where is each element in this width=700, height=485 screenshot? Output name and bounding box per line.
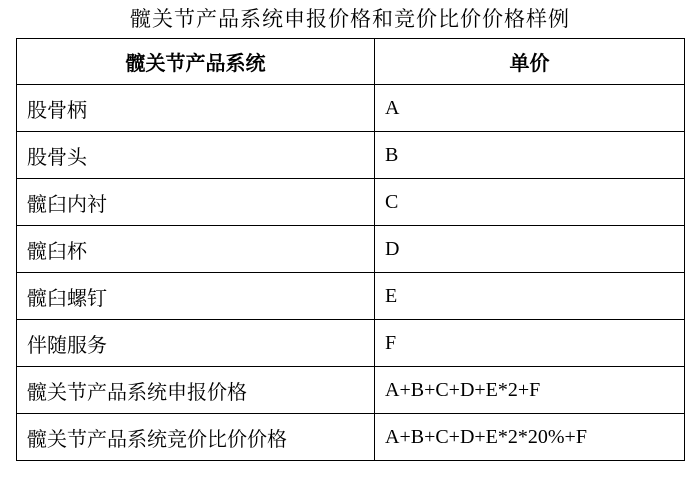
table-row: [17, 273, 685, 320]
row-price-bidding-comparison-price: A+B+C+D+E*2*20%+F: [375, 414, 685, 461]
header-unit-price: 单价: [375, 39, 685, 85]
table-caption: 髋关节产品系统申报价格和竞价比价价格样例: [130, 7, 570, 31]
row-item-femoral-stem: 股骨柄: [17, 85, 375, 132]
row-item-acetabular-liner: 髋臼内衬: [17, 179, 375, 226]
row-price-femoral-stem: A: [375, 85, 685, 132]
row-price-accompanying-service: F: [375, 320, 685, 367]
row-item-declared-price: 髋关节产品系统申报价格: [17, 367, 375, 414]
row-price-acetabular-liner: C: [375, 179, 685, 226]
row-price-acetabular-screw: E: [375, 273, 685, 320]
row-item-acetabular-screw: 髋臼螺钉: [17, 273, 375, 320]
table-header-row: [17, 39, 685, 85]
table-row: [17, 367, 685, 414]
row-price-declared-price: A+B+C+D+E*2+F: [375, 367, 685, 414]
table-row: [17, 414, 685, 461]
price-table: [16, 38, 685, 461]
row-item-accompanying-service: 伴随服务: [17, 320, 375, 367]
table-row: [17, 179, 685, 226]
row-item-femoral-head: 股骨头: [17, 132, 375, 179]
row-item-acetabular-cup: 髋臼杯: [17, 226, 375, 273]
table-row: [17, 85, 685, 132]
table-row: [17, 132, 685, 179]
row-item-bidding-comparison-price: 髋关节产品系统竞价比价价格: [17, 414, 375, 461]
row-price-acetabular-cup: D: [375, 226, 685, 273]
row-price-femoral-head: B: [375, 132, 685, 179]
header-product-system: 髋关节产品系统: [17, 39, 375, 85]
table-row: [17, 320, 685, 367]
table-row: [17, 226, 685, 273]
